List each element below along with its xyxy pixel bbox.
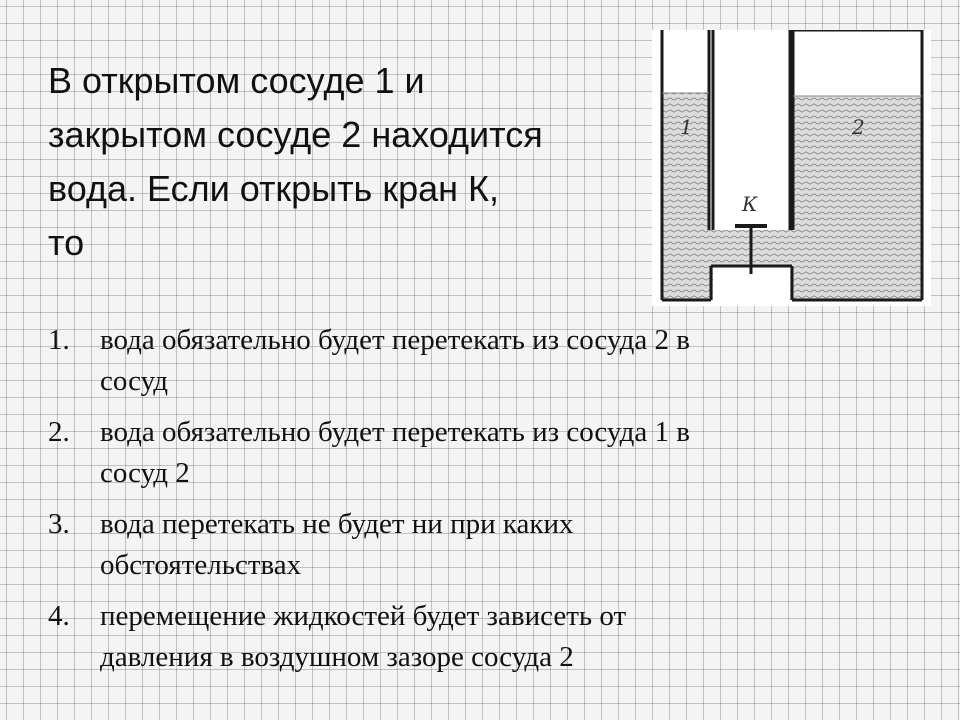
option-text <box>100 596 928 678</box>
option-line: вода обязательно будет перетекать из сосуда 1 в <box>100 416 690 448</box>
question-line: закрытом сосуде 2 находится <box>48 114 543 155</box>
valve-label: К <box>742 192 758 216</box>
option-text <box>100 320 928 402</box>
option-number: 2. <box>48 416 70 448</box>
answer-option[interactable] <box>48 412 928 494</box>
question-line: то <box>48 222 85 263</box>
answer-option[interactable] <box>48 320 928 402</box>
vessels-diagram <box>652 30 931 306</box>
question-line: В открытом сосуде 1 и <box>48 60 425 101</box>
question-text <box>48 54 648 270</box>
answer-options <box>48 320 928 688</box>
answer-option[interactable] <box>48 504 928 586</box>
option-text <box>100 412 928 494</box>
option-line: давления в воздушном зазоре сосуда 2 <box>100 641 574 673</box>
vessels-svg <box>652 30 931 306</box>
option-line: сосуд 2 <box>100 457 190 489</box>
option-number: 4. <box>48 600 70 632</box>
vessel-2-label: 2 <box>852 115 865 139</box>
vessel-1-label: 1 <box>680 115 693 139</box>
option-line: перемещение жидкостей будет зависеть от <box>100 600 627 632</box>
option-line: сосуд <box>100 365 169 397</box>
option-line: вода перетекать не будет ни при каких <box>100 508 574 540</box>
option-line: обстоятельствах <box>100 549 302 581</box>
answer-option[interactable] <box>48 596 928 678</box>
option-text <box>100 504 928 586</box>
option-line: вода обязательно будет перетекать из сосуда 2 в <box>100 324 690 356</box>
question-line: вода. Если открыть кран К, <box>48 168 499 209</box>
option-number: 1. <box>48 324 70 356</box>
option-number: 3. <box>48 508 70 540</box>
